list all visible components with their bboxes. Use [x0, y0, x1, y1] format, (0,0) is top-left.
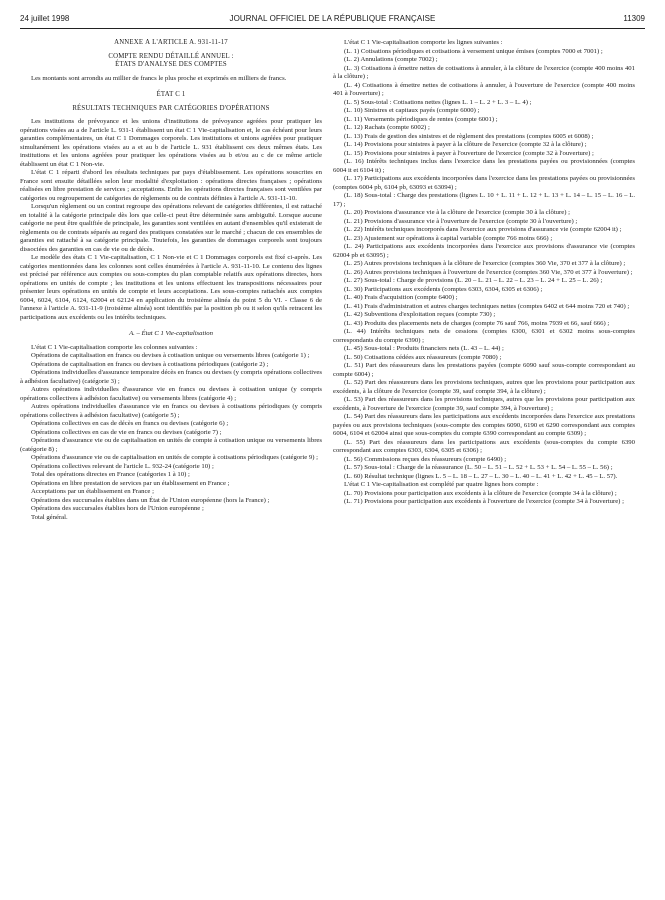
- line-item: (L. 53) Part des réassureurs dans les provisions techniques, autres que les provisions pour participation aux excédents, à l'ouverture de l'exercice (compte 39, sauf compte 394, à l'ouverture) ;: [333, 396, 635, 412]
- body-paragraph: Le modèle des états C 1 Vie-capitalisation, C 1 Non-vie et C 1 Dommages corporels est fixé ci-après. Les catégories mentionnées dans les colonnes sont celles énumérées à l'article A. 931-11-10. Le contenu des lignes est précisé par référence aux comptes ou sous-comptes du plan comptable relatifs aux opérations directes, hors opérations en unités de compte ; les institutions et les unions effectuent les transpositions nécessaires pour présenter leurs opérations en unités de compte et leurs acceptations. Les sous-comptes rattachés aux comptes 6004, 6024, 6104, 6124, 62004 et 62124 en application du troisième alinéa du point 5 du VI. - Classe 6 de l'annexe à l'article A. 931-11-9 (troisième alinéa) sont identifiés par la position pb ou it selon qu'ils retracent les participations aux excédents ou les intérêts techniques.: [20, 254, 322, 321]
- line-item: (L. 4) Cotisations à émettre nettes de cotisations à annuler, à l'ouverture de l'exercice (compte 400 moins 401 à l'ouverture) ;: [333, 81, 635, 97]
- column-item: Opérations collectives relevant de l'article L. 932-24 (catégorie 10) ;: [31, 462, 214, 470]
- lines-list: [333, 48, 635, 482]
- line-item: (L. 51) Part des réassureurs dans les prestations payées (compte 6090 sauf sous-compte correspondant au compte 6004) ;: [333, 362, 635, 378]
- columns-intro: L'état C 1 Vie-capitalisation comporte les colonnes suivantes :: [31, 343, 198, 351]
- line-item: (L. 52) Part des réassureurs dans les provisions techniques, autres que les provisions pour participation aux excédents, à la clôture de l'exercice (compte 39, sauf compte 394, à la clôture) ;: [333, 379, 635, 395]
- line-item: (L. 20) Provisions d'assurance vie à la clôture de l'exercice (compte 30 à la clôture) ;: [344, 209, 570, 216]
- column-item: Opérations collectives en cas de décès en francs ou devises (catégorie 6) ;: [31, 420, 229, 427]
- line-item: (L. 60) Résultat technique (lignes L. 5 – L. 18 – L. 27 – L. 30 – L. 40 – L. 41 + L. 42 + L. 45 – L. 57).: [344, 472, 618, 480]
- column-item: Opérations des succursales établies hors de l'Union européenne ;: [31, 505, 204, 512]
- line-item: (L. 56) Commissions reçues des réassureurs (compte 6490) ;: [344, 455, 507, 463]
- line-item: (L. 16) Intérêts techniques inclus dans l'exercice dans les prestations payées ou provisionnées (comptes 6004 it et 6104 it) ;: [333, 158, 635, 174]
- line-item: (L. 57) Sous-total : Charge de la réassurance (L. 50 – L. 51 – L. 52 + L. 53 + L. 54 – L. 55 – L. 56) ;: [344, 464, 613, 471]
- line-item: (L. 3) Cotisations à émettre nettes de cotisations à annuler, à la clôture de l'exercice (compte 400 moins 401 à la clôture) ;: [333, 64, 635, 80]
- page-header: [20, 14, 645, 26]
- line-item: (L. 54) Part des réassureurs dans les participations aux excédents incorporées dans l'exercice aux prestations payées ou aux provisions techniques (sous-compte des comptes 6090, 6190 et 6290 correspondant aux comptes 6004, 6104 et 62004 ainsi que sous-comptes du compte 6390 correspondant au compte 6309) ;: [333, 413, 635, 437]
- line-item: (L. 55) Part des réassureurs dans les participations aux excédents (sous-comptes du compte 6390 correspondant aux comptes 6303, 6304, 6305 et 6306) ;: [333, 438, 635, 454]
- closing-line-item: (L. 70) Provisions pour participation aux excédents à la clôture de l'exercice (compte 34 à la clôture) ;: [344, 489, 617, 497]
- header-page-number: 11309: [623, 14, 645, 23]
- line-item: (L. 5) Sous-total : Cotisations nettes (lignes L. 1 – L. 2 + L. 3 – L. 4) ;: [344, 98, 532, 106]
- lines-intro: L'état C 1 Vie-capitalisation comporte les lignes suivantes :: [344, 39, 503, 46]
- column-item: Opérations de capitalisation en francs ou devises à cotisation unique ou versements libres (catégorie 1) ;: [31, 352, 310, 359]
- line-item: (L. 26) Autres provisions techniques à l'ouverture de l'exercice (comptes 360 Vie, 370 et 377 à l'ouverture) ;: [344, 268, 633, 276]
- line-item: (L. 45) Sous-total : Produits financiers nets (L. 43 – L. 44) ;: [344, 345, 504, 352]
- line-item: (L. 12) Rachats (compte 6002) ;: [344, 124, 430, 131]
- line-item: (L. 11) Versements périodiques de rentes (compte 6001) ;: [344, 115, 498, 123]
- right-column: [333, 39, 635, 894]
- body-paragraph: L'état C 1 réparti d'abord les résultats techniques par pays d'établissement. Les opérations souscrites en France sont ensuite détaillées selon leur modalité d'exploitation : opérations directes françaises ; opérations réalisées en libre prestation de services ; acceptations. Enfin les opérations directes françaises sont ventilées par catégories ou regroupement de catégories de règlements ou de contrats définies à l'article A. 931-11-10.: [20, 169, 322, 202]
- header-date: 24 juillet 1998: [20, 14, 70, 23]
- annex-subtitle-2: ÉTATS D'ANALYSE DES COMPTES: [115, 61, 227, 68]
- line-item: (L. 42) Subventions d'exploitation reçues (compte 730) ;: [344, 311, 496, 318]
- line-item: (L. 24) Participations aux excédents incorporées dans l'exercice aux provisions d'assurance vie (comptes 62004 pb et 63095) ;: [333, 243, 635, 259]
- closing-lines-list: [333, 490, 635, 507]
- line-item: (L. 17) Participations aux excédents incorporées dans l'exercice dans les prestations payées ou provisionnées (comptes 6004 pb, 6104 pb, 63093 et 63094) ;: [333, 175, 635, 191]
- columns-list: [20, 352, 322, 522]
- line-item: (L. 18) Sous-total : Charge des prestations (lignes L. 10 + L. 11 + L. 12 + L. 13 + L. 14 – L. 15 – L. 16 – L. 17) ;: [333, 192, 635, 208]
- closing-intro: L'état C 1 Vie-capitalisation est complété par quatre lignes hors compte :: [344, 481, 539, 488]
- column-item: Acceptations par un établissement en France ;: [31, 488, 154, 495]
- line-item: (L. 22) Intérêts techniques incorporés dans l'exercice aux provisions d'assurance vie (compte 62004 it) ;: [344, 226, 622, 233]
- line-item: (L. 2) Annulations (compte 7002) ;: [344, 56, 438, 63]
- header-rule: [20, 28, 645, 29]
- column-item: Opérations collectives en cas de vie en francs ou devises (catégorie 7) ;: [31, 428, 222, 436]
- column-item: Opérations de capitalisation en francs ou devises à cotisations périodiques (catégorie 2) ;: [31, 360, 269, 368]
- line-item: (L. 21) Provisions d'assurance vie à l'ouverture de l'exercice (compte 30 à l'ouverture) ;: [344, 217, 578, 225]
- body-paragraphs: [20, 118, 322, 322]
- column-item: Opérations individuelles d'assurance temporaire décès en francs ou devises (y compris opérations collectives à adhésion facultative) (catégorie 3) ;: [20, 369, 322, 385]
- column-item: Opérations d'assurance vie ou de capitalisation en unités de compte à cotisations périodiques (catégorie 9) ;: [31, 454, 319, 461]
- line-item: (L. 1) Cotisations périodiques et cotisations à versement unique émises (comptes 7000 et 7001) ;: [344, 47, 603, 55]
- annex-title: ANNEXE À L'ARTICLE A. 931-11-17: [114, 39, 228, 46]
- column-item: Opérations en libre prestation de services par un établissement en France ;: [31, 479, 230, 487]
- line-item: (L. 10) Sinistres et capitaux payés (compte 6000) ;: [344, 107, 480, 114]
- line-item: (L. 41) Frais d'administration et autres charges techniques nettes (comptes 6402 et 644 moins 720 et 740) ;: [344, 302, 630, 310]
- line-item: (L. 15) Provisions pour sinistres à payer à l'ouverture de l'exercice (compte 32 à l'ouverture) ;: [344, 149, 594, 157]
- column-item: Total général.: [31, 513, 68, 521]
- line-item: (L. 13) Frais de gestion des sinistres et de règlement des prestations (comptes 6005 et 6008) ;: [344, 132, 594, 140]
- body-paragraph: Les institutions de prévoyance et les unions d'institutions de prévoyance agréées pour pratiquer les opérations visées au a de l'article L. 931-1 établissent un état C 1 Vie-capitalisation et, le cas échéant pour leurs garanties complémentaires, un état C 1 Dommages corporels. Les institutions et unions agréées pour pratiquer simultanément les opérations visées au a et au b de l'article L. 931 établissent ces deux mêmes états. Les institutions et les unions agréées pour pratiquer les opérations visées au b et/ou au c de ce même article établissent un état C 1 Non-vie.: [20, 118, 322, 168]
- section-a-heading: A. – État C 1 Vie-capitalisation: [129, 330, 213, 337]
- header-title: JOURNAL OFFICIEL DE LA RÉPUBLIQUE FRANÇAISE: [229, 14, 436, 23]
- line-item: (L. 30) Participations aux excédents (comptes 6303, 6304, 6305 et 6306) ;: [344, 285, 543, 293]
- line-item: (L. 25) Autres provisions techniques à la clôture de l'exercice (comptes 360 Vie, 370 et 377 à la clôture) ;: [344, 260, 626, 267]
- body-paragraph: Lorsqu'un règlement ou un contrat regroupe des opérations relevant de catégories différentes, il est rattaché en totalité à la catégorie principale dès lors que celle-ci peut être déterminée sans ambiguïté. Lorsque aucune catégorie ne peut être qualifiée de principale, les garanties sont ventilées en autant d'ensembles qu'il existerait de règlements ou de contrats séparés au regard des pratiques constatées sur le marché ; chacun de ces ensembles de garanties est rattaché à sa catégorie principale. Toutefois, les garanties de dommages corporels sont toujours dissociées des garanties en cas de vie ou de décès.: [20, 203, 322, 253]
- column-item: Autres opérations individuelles d'assurance vie en francs ou devises à cotisations périodiques (y compris opérations collectives à adhésion facultative) (catégorie 5) ;: [20, 403, 322, 419]
- closing-line-item: (L. 71) Provisions pour participation aux excédents à l'ouverture de l'exercice (compte 34 à l'ouverture) ;: [344, 498, 624, 505]
- column-item: Total des opérations directes en France (catégories 1 à 10) ;: [31, 471, 190, 478]
- column-item: Opérations des succursales établies dans un État de l'Union européenne (hors la France) ;: [31, 496, 270, 504]
- line-item: (L. 14) Provisions pour sinistres à payer à la clôture de l'exercice (compte 32 à la clôture) ;: [344, 141, 587, 148]
- etat-heading: ÉTAT C 1: [156, 91, 186, 98]
- intro-paragraph: Les montants sont arrondis au millier de francs le plus proche et exprimés en milliers de francs.: [31, 74, 287, 82]
- line-item: (L. 23) Ajustement sur opérations à capital variable (compte 766 moins 666) ;: [344, 234, 553, 242]
- left-column: [20, 39, 322, 894]
- line-item: (L. 27) Sous-total : Charge de provisions (L. 20 – L. 21 – L. 22 – L. 23 – L. 24 + L. 25 – L. 26) ;: [344, 277, 603, 284]
- line-item: (L. 44) Intérêts techniques nets de cessions (comptes 6300, 6301 et 6302 moins sous-comptes correspondants du compte 6390) ;: [333, 328, 635, 344]
- annex-subtitle-1: COMPTE RENDU DÉTAILLÉ ANNUEL :: [108, 52, 234, 60]
- line-item: (L. 50) Cotisations cédées aux réassureurs (compte 7080) ;: [344, 353, 502, 361]
- column-item: Autres opérations individuelles d'assurance vie en francs ou devises à cotisation unique (y compris opérations collectives à adhésion facultative) ou versements libres (catégorie 4) ;: [20, 386, 322, 402]
- column-item: Opérations d'assurance vie ou de capitalisation en unités de compte à cotisation unique ou versements libres (catégorie 8) ;: [20, 437, 322, 453]
- line-item: (L. 40) Frais d'acquisition (compte 6400) ;: [344, 294, 458, 301]
- line-item: (L. 43) Produits des placements nets de charges (compte 76 sauf 766, moins 7939 et 66, sauf 666) ;: [344, 319, 610, 327]
- results-heading: RÉSULTATS TECHNIQUES PAR CATÉGORIES D'OPÉRATIONS: [72, 104, 270, 112]
